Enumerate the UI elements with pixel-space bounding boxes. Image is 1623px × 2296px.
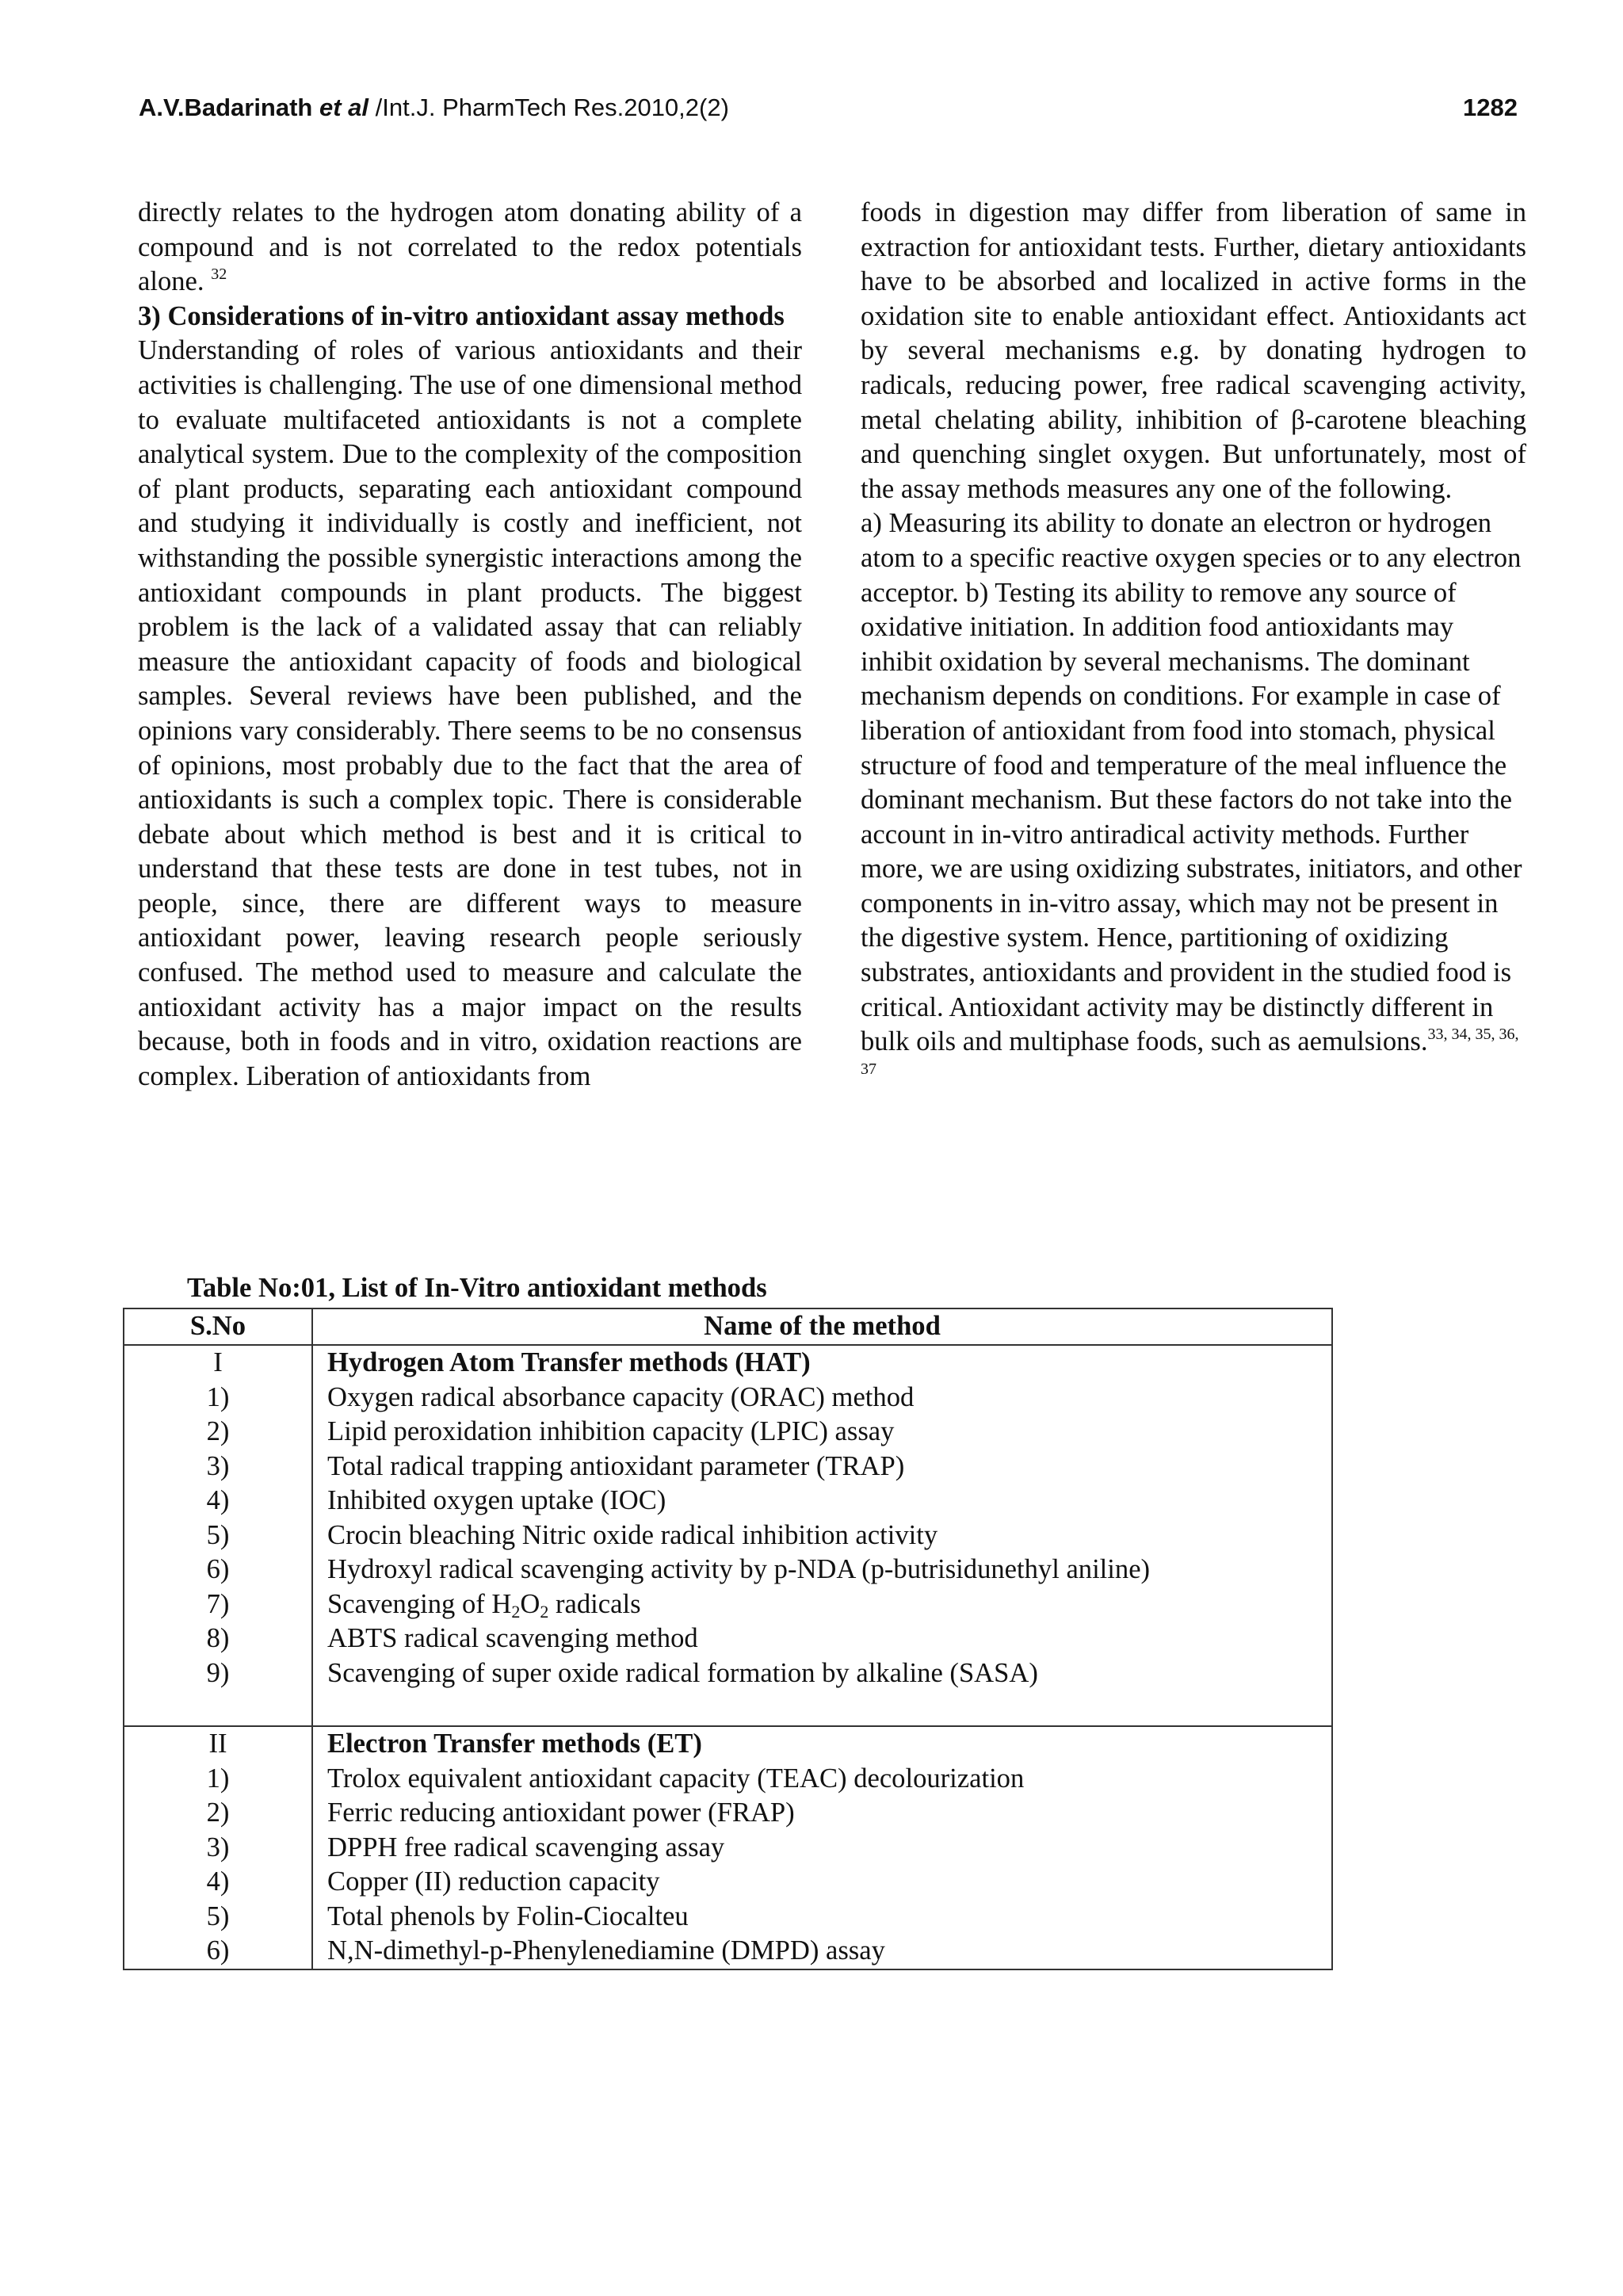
table-row [124,1726,1332,1762]
row-number: 9) [124,1656,312,1691]
right-paragraph-2 [861,506,1526,1094]
left-column [138,196,802,1094]
table-row [124,1484,1332,1519]
method-name: Scavenging of super oxide radical formation by alkaline (SASA) [312,1656,1332,1691]
row-number: 2) [124,1415,312,1450]
table-row [124,1622,1332,1656]
method-name: ABTS radical scavenging method [312,1622,1332,1656]
row-number: 2) [124,1796,312,1831]
table-row [124,1656,1332,1691]
table-spacer-row [124,1690,1332,1726]
method-name: Crocin bleaching Nitric oxide radical inhibition activity [312,1519,1332,1553]
header-etal: et al [319,94,369,121]
table-row [124,1587,1332,1622]
row-number: 3) [124,1831,312,1866]
table-row [124,1796,1332,1831]
method-name: Copper (II) reduction capacity [312,1865,1332,1900]
right-paragraph-1: foods in digestion may differ from liberation of same in extraction for antioxidant tests. Further, dietary antioxidants have to be absorbed and localized in active forms in the oxidation site to enable antioxidant effect. Antioxidants act by several mechanisms e.g. by donating hydrogen to radicals, reducing power, free radical scavenging activity, metal chelating ability, inhibition of β-carotene bleaching and quenching singlet oxygen. But unfortunately, most of the assay methods measures any one of the following. [861,197,1526,504]
header-author: A.V.Badarinath [139,94,313,121]
spacer-cell [312,1690,1332,1726]
method-name-prefix: Scavenging of H [327,1588,512,1619]
method-name: N,N-dimethyl-p-Phenylenediamine (DMPD) assay [312,1934,1332,1969]
row-number: 6) [124,1934,312,1969]
method-name: Trolox equivalent antioxidant capacity (TEAC) decolourization [312,1762,1332,1797]
table-row [124,1345,1332,1381]
table-row [124,1381,1332,1415]
header-citation [139,94,729,122]
citation-ref: 32 [211,266,227,284]
section-heading: 3) Considerations of in-vitro antioxidant assay methods [138,300,785,331]
row-number: 6) [124,1553,312,1587]
col-header-name: Name of the method [312,1308,1332,1345]
subscript: 2 [511,1601,521,1622]
spacer-cell [124,1690,312,1726]
table-row [124,1831,1332,1866]
table-row [124,1415,1332,1450]
method-name: Hydroxyl radical scavenging activity by p-NDA (p-butrisidunethyl aniline) [312,1553,1332,1587]
table-caption: Table No:01, List of In-Vitro antioxidant methods [187,1273,767,1303]
header-journal: /Int.J. PharmTech Res.2010,2(2) [375,94,729,121]
page-number: 1282 [1463,94,1518,121]
left-paragraph-2: Understanding of roles of various antioxidants and their activities is challenging. The use of one dimensional method to evaluate multifaceted antioxidants is not a complete analytical system. Due to the complexity of the composition of plant products, separating each antioxidant compound and studying it individually is costly and inefficient, not withstanding the possible synergistic interactions among the antioxidant compounds in plant products. The biggest problem is the lack of a validated assay that can reliably measure the antioxidant capacity of foods and biological samples. Several reviews have been published, and the opinions vary considerably. There seems to be no consensus of opinions, most probably due to the fact that the area of antioxidants is such a complex topic. There is considerable debate about which method is best and it is critical to understand that these tests are done in test tubes, not in people, since, there are different ways to measure antioxidant power, leaving research people seriously confused. The method used to measure and calculate the antioxidant activity has a major impact on the results because, both in foods and in vitro, oxidation reactions are complex. Liberation of antioxidants from [138,335,802,1091]
et-group [124,1726,1332,1969]
row-number: 5) [124,1900,312,1935]
method-name: Oxygen radical absorbance capacity (ORAC) method [312,1381,1332,1415]
table-row [124,1865,1332,1900]
hat-group [124,1345,1332,1726]
method-name-mid: O [520,1588,540,1619]
subscript: 2 [540,1601,549,1622]
right-paragraph-2-text: a) Measuring its ability to donate an electron or hydrogen atom to a specific reactive oxygen species or to any electron acceptor. b) Testing its ability to remove any source of oxidative initiation. In addition food antioxidants may inhibit oxidation by several mechanisms. The dominant mechanism depends on conditions. For example in case of liberation of antioxidant from food into stomach, physical structure of food and temperature of the meal influence the dominant mechanism. But these factors do not take into the account in in-vitro antiradical activity methods. Further more, we are using oxidizing substrates, initiators, and other components in in-vitro assay, which may not be present in the digestive system. Hence, partitioning of oxidizing substrates, antioxidants and provident in the studied food is critical. Antioxidant activity may be distinctly different in bulk oils and multiphase foods, such as aemulsions. [861,508,1522,1057]
row-number: 7) [124,1587,312,1622]
method-name-suffix: radicals [548,1588,641,1619]
col-header-sno: S.No [124,1308,312,1345]
citation-ref: 33, 34, 35, 36, 37 [861,1026,1519,1078]
row-number: 3) [124,1450,312,1484]
row-number: 1) [124,1381,312,1415]
left-paragraph-1-text: directly relates to the hydrogen atom donating ability of a compound and is not correlated to the redox potentials alone. [138,197,802,297]
table-row [124,1553,1332,1587]
group-number: II [124,1726,312,1762]
right-column [861,196,1526,1094]
table-row [124,1900,1332,1935]
table-row [124,1519,1332,1553]
left-paragraph-1 [138,196,802,300]
row-number: 4) [124,1484,312,1519]
method-name: DPPH free radical scavenging assay [312,1831,1332,1866]
table-header-row [124,1308,1332,1345]
method-name: Total phenols by Folin-Ciocalteu [312,1900,1332,1935]
row-number: 1) [124,1762,312,1797]
table-row [124,1450,1332,1484]
group-title: Hydrogen Atom Transfer methods (HAT) [312,1345,1332,1381]
methods-table [123,1308,1333,1970]
group-number: I [124,1345,312,1381]
method-name [312,1587,1332,1622]
group-title: Electron Transfer methods (ET) [312,1726,1332,1762]
running-header [139,94,1518,133]
row-number: 8) [124,1622,312,1656]
method-name: Total radical trapping antioxidant parameter (TRAP) [312,1450,1332,1484]
table-row [124,1762,1332,1797]
table-row [124,1934,1332,1969]
method-name: Inhibited oxygen uptake (IOC) [312,1484,1332,1519]
method-name: Ferric reducing antioxidant power (FRAP) [312,1796,1332,1831]
method-name: Lipid peroxidation inhibition capacity (LPIC) assay [312,1415,1332,1450]
row-number: 4) [124,1865,312,1900]
row-number: 5) [124,1519,312,1553]
